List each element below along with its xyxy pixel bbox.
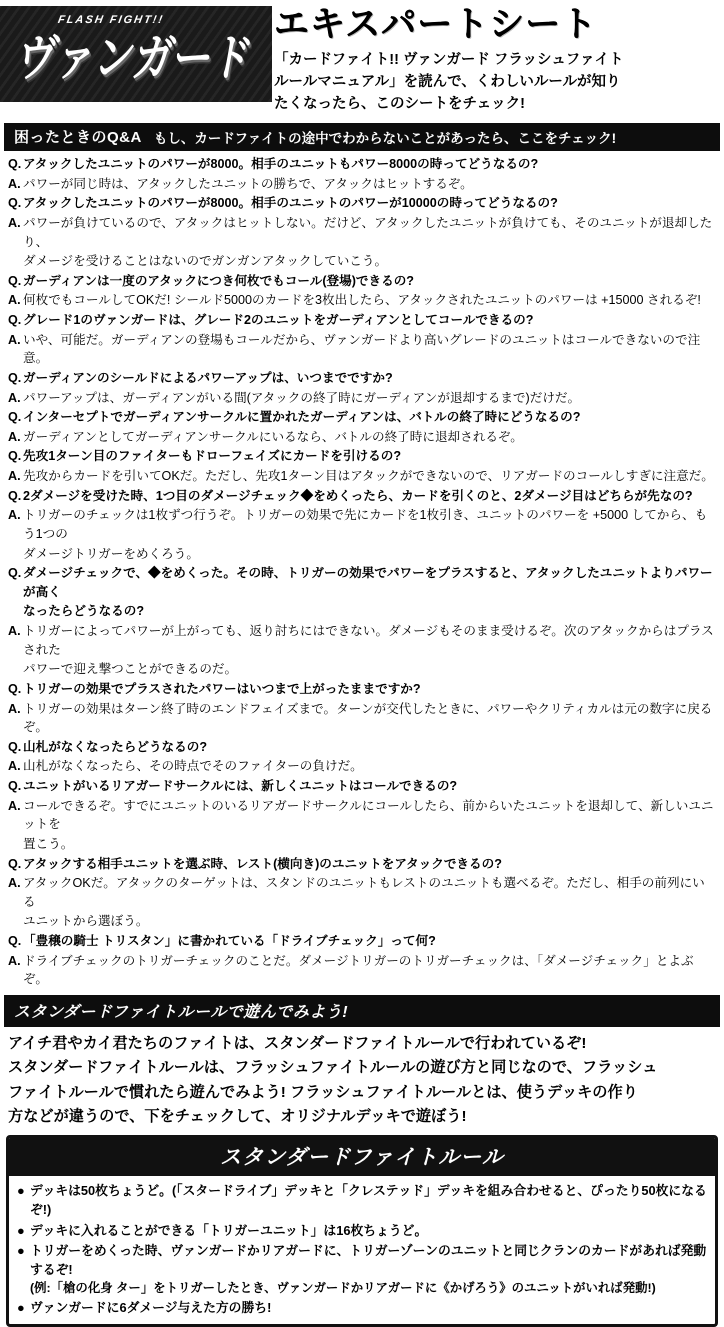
qa-text: 「豊穣の騎士 トリスタン」に書かれている「ドライブチェック」って何? — [23, 934, 436, 948]
qa-line — [8, 252, 716, 271]
rule-text: デッキに入れることができる「トリガーユニット」は16枚ちょうど。 — [30, 1222, 428, 1238]
qa-line — [8, 175, 716, 194]
rule-item — [17, 1181, 707, 1219]
qa-text: なったらどうなるの? — [23, 604, 145, 619]
qa-text: トリガーのチェックは1枚ずつ行うぞ。トリガーの効果で先にカードを1枚引き、ユニットのパワーを +5000 してから、もう1つの — [23, 508, 708, 541]
qa-mark: Q. — [8, 488, 22, 503]
qa-text: パワーで迎え撃つことができるのだ。 — [23, 662, 238, 677]
qa-mark: A. — [8, 469, 21, 483]
qa-line — [8, 855, 716, 874]
standard-rules-title: スタンダードファイトルール — [9, 1138, 715, 1176]
rule-item — [17, 1221, 707, 1240]
qa-text: アタックOKだ。アタックのターゲットは、スタンドのユニットもレストのユニットも選べるぞ。ただし、相手の前列にいる — [23, 876, 705, 909]
qa-line — [8, 428, 716, 447]
qa-section-banner — [4, 123, 720, 151]
qa-mark: A. — [8, 624, 21, 638]
qa-mark: Q. — [8, 196, 22, 211]
qa-text: アタックしたユニットのパワーが8000。相手のユニットのパワーが10000の時ってどうなるの? — [23, 196, 558, 211]
qa-banner-sub: もし、カードファイトの途中でわからないことがあったら、ここをチェック! — [153, 130, 617, 146]
qa-text: トリガーの効果はターン終了時のエンドフェイズまで。ターンが交代したときに、パワーやクリティカルは元の数字に戻るぞ。 — [23, 701, 713, 735]
rule-bullet: ● — [17, 1183, 25, 1199]
qa-mark: Q. — [8, 566, 22, 581]
qa-mark: A. — [8, 759, 21, 774]
qa-line — [8, 932, 716, 951]
qa-text: トリガーによってパワーが上がっても、返り討ちにはできない。ダメージもそのまま受けるぞ。次のアタックからはプラスされた — [23, 624, 714, 657]
qa-text: ドライブチェックのトリガーチェックのことだ。ダメージトリガーのトリガーチェックは、「ダメージチェック」とよぶぞ。 — [23, 953, 694, 987]
logo-top-text: FLASH FIGHT!! — [56, 14, 166, 26]
qa-text: 何枚でもコールしてOKだ! シールド5000のカードを3枚出したら、アタックされたユニットのパワーは +15000 されるぞ! — [23, 293, 701, 308]
qa-line — [8, 311, 716, 330]
qa-mark: A. — [8, 293, 21, 308]
qa-text: パワーが負けているので、アタックはヒットしない。だけど、アタックしたユニットが負けても、そのユニットが退却したり、 — [23, 215, 713, 249]
qa-line — [8, 331, 716, 368]
qa-text: 山札がなくなったら、その時点でそのファイターの負けだ。 — [23, 759, 363, 774]
qa-mark: Q. — [8, 410, 22, 425]
qa-mark: A. — [8, 876, 21, 891]
qa-mark: Q. — [8, 313, 22, 327]
qa-mark: Q. — [8, 934, 22, 948]
qa-line — [8, 291, 716, 310]
rule-bullet: ● — [17, 1300, 25, 1316]
qa-mark: A. — [8, 429, 21, 444]
qa-line — [8, 874, 716, 911]
rule-item-sub: (例:「槍の化身 ター」をトリガーしたとき、ヴァンガードかリアガードに《かげろう》のユニットがいれば発動!) — [30, 1281, 656, 1296]
standard-body-line-2: スタンダードファイトルールは、フラッシュファイトルールの遊び方と同じなので、フラッシュ — [8, 1059, 658, 1077]
header-text-block — [272, 0, 724, 116]
standard-section-banner: スタンダードファイトルールで遊んでみよう! — [4, 995, 720, 1027]
header-lead-line-1: 「カードファイト!! ヴァンガード フラッシュファイト — [274, 51, 624, 68]
qa-text: インターセプトでガーディアンサークルに置かれたガーディアンは、バトルの終了時にどうなるの? — [23, 410, 581, 425]
qa-mark: A. — [8, 798, 21, 813]
header-lead — [274, 49, 714, 116]
qa-mark: A. — [8, 508, 21, 523]
qa-mark: A. — [8, 390, 21, 405]
qa-text: パワーが同じ時は、アタックしたユニットの勝ちで、アタックはヒットするぞ。 — [23, 176, 473, 191]
qa-mark: Q. — [8, 681, 22, 696]
header-lead-line-2: ルールマニュアル」を読んで、くわしいルールが知り — [274, 73, 621, 90]
qa-text: いや、可能だ。ガーディアンの登場もコールだから、ヴァンガードより高いグレードのユニットはコールできないので注意。 — [23, 332, 701, 366]
rule-item — [17, 1298, 707, 1317]
qa-line — [8, 564, 716, 601]
standard-body-line-3: ファイトルールで慣れたら遊んでみよう! フラッシュファイトルールとは、使うデッキの作り — [8, 1083, 638, 1101]
qa-mark: Q. — [8, 779, 22, 793]
qa-line — [8, 700, 716, 737]
qa-line — [8, 602, 716, 621]
qa-mark: A. — [8, 332, 21, 347]
qa-line — [8, 835, 716, 854]
rule-text: デッキは50枚ちょうど。(「スタードライブ」デッキと「クレステッド」デッキを組み合わせると、ぴったり50枚になるぞ!) — [30, 1183, 707, 1218]
qa-line — [8, 622, 716, 659]
logo-main-text: ヴァンガード — [12, 31, 256, 87]
qa-line — [8, 912, 716, 931]
qa-line — [8, 777, 716, 796]
page-title: エキスパートシート — [274, 5, 598, 44]
qa-text: 先攻からカードを引いてOKだ。ただし、先攻1ターン目はアタックができないので、リアガードのコールしすぎに注意だ。 — [23, 469, 714, 483]
rule-text: ヴァンガードに6ダメージ与えた方の勝ち! — [30, 1300, 272, 1316]
qa-mark: Q. — [8, 449, 22, 464]
qa-text: ユニットがいるリアガードサークルには、新しくユニットはコールできるの? — [23, 779, 458, 793]
header-lead-line-3: たくなったら、このシートをチェック! — [274, 96, 525, 113]
qa-text: 山札がなくなったらどうなるの? — [23, 739, 208, 754]
standard-body-line-1: アイチ君やカイ君たちのファイトは、スタンダードファイトルールで行われているぞ! — [8, 1034, 587, 1052]
qa-line — [8, 660, 716, 679]
qa-line — [8, 757, 716, 776]
qa-text: 先攻1ターン目のファイターもドローフェイズにカードを引けるの? — [23, 449, 402, 464]
qa-mark: Q. — [8, 370, 22, 385]
qa-line — [8, 797, 716, 834]
standard-rules-list — [9, 1176, 715, 1324]
qa-mark: A. — [8, 176, 21, 191]
qa-mark: Q. — [8, 856, 22, 871]
qa-text: 置こう。 — [23, 836, 74, 851]
rule-bullet: ● — [17, 1242, 25, 1258]
qa-line — [8, 545, 716, 564]
qa-banner-label: 困ったときのQ&A — [14, 129, 142, 146]
standard-section-body — [0, 1032, 724, 1129]
qa-text: ダメージを受けることはないのでガンガンアタックしていこう。 — [23, 254, 388, 269]
qa-line — [8, 155, 716, 174]
qa-text: ガーディアンとしてガーディアンサークルにいるなら、バトルの終了時に退却されるぞ。 — [23, 429, 523, 444]
qa-text: ダメージチェックで、◆をめくった。その時、トリガーの効果でパワーをプラスすると、アタックしたユニットよりパワーが高く — [23, 566, 713, 599]
qa-text: 2ダメージを受けた時、1つ目のダメージチェック◆をめくったら、カードを引くのと、2ダメージ目はどちらが先なの? — [23, 488, 693, 503]
qa-mark: A. — [8, 701, 21, 716]
rule-bullet: ● — [17, 1222, 25, 1238]
qa-text: コールできるぞ。すでにユニットのいるリアガードサークルにコールしたら、前からいたユニットを退却して、新しいユニットを — [23, 798, 714, 832]
qa-text: ユニットから選ぼう。 — [23, 914, 149, 929]
qa-mark: A. — [8, 953, 21, 968]
qa-text: ガーディアンのシールドによるパワーアップは、いつまでですか? — [23, 370, 393, 385]
qa-line — [8, 467, 716, 486]
qa-mark: Q. — [8, 273, 22, 288]
qa-line — [8, 506, 716, 543]
qa-text: ガーディアンは一度のアタックにつき何枚でもコール(登場)できるの? — [23, 273, 414, 288]
qa-line — [8, 389, 716, 408]
qa-line — [8, 369, 716, 388]
rule-text: トリガーをめくった時、ヴァンガードかリアガードに、トリガーゾーンのユニットと同じクランのカードがあれば発動するぞ! — [30, 1242, 707, 1277]
qa-text: パワーアップは、ガーディアンがいる間(アタックの終了時にガーディアンが退却するまで)だけだ。 — [23, 390, 581, 405]
qa-line — [8, 738, 716, 757]
qa-text: アタックしたユニットのパワーが8000。相手のユニットもパワー8000の時ってどうなるの? — [23, 157, 539, 171]
qa-text: ダメージトリガーをめくろう。 — [23, 546, 199, 561]
qa-line — [8, 214, 716, 251]
qa-line — [8, 408, 716, 427]
standard-body-line-4: 方などが違うので、下をチェックして、オリジナルデッキで遊ぼう! — [8, 1107, 467, 1125]
qa-mark: A. — [8, 215, 21, 230]
qa-text: グレード1のヴァンガードは、グレード2のユニットをガーディアンとしてコールできるの? — [23, 313, 534, 327]
qa-line — [8, 680, 716, 699]
qa-mark: Q. — [8, 157, 22, 171]
vanguard-logo — [0, 0, 272, 118]
qa-line — [8, 272, 716, 291]
standard-rules-box — [6, 1135, 718, 1327]
qa-line — [8, 952, 716, 989]
qa-mark: Q. — [8, 739, 22, 754]
qa-text: トリガーの効果でプラスされたパワーはいつまで上がったままですか? — [23, 681, 421, 696]
page-header — [0, 0, 724, 118]
qa-line — [8, 487, 716, 506]
qa-line — [8, 194, 716, 213]
qa-line — [8, 447, 716, 466]
qa-text: アタックする相手ユニットを選ぶ時、レスト(横向き)のユニットをアタックできるの? — [23, 856, 502, 871]
qa-list — [0, 155, 724, 989]
rule-item — [17, 1241, 707, 1279]
